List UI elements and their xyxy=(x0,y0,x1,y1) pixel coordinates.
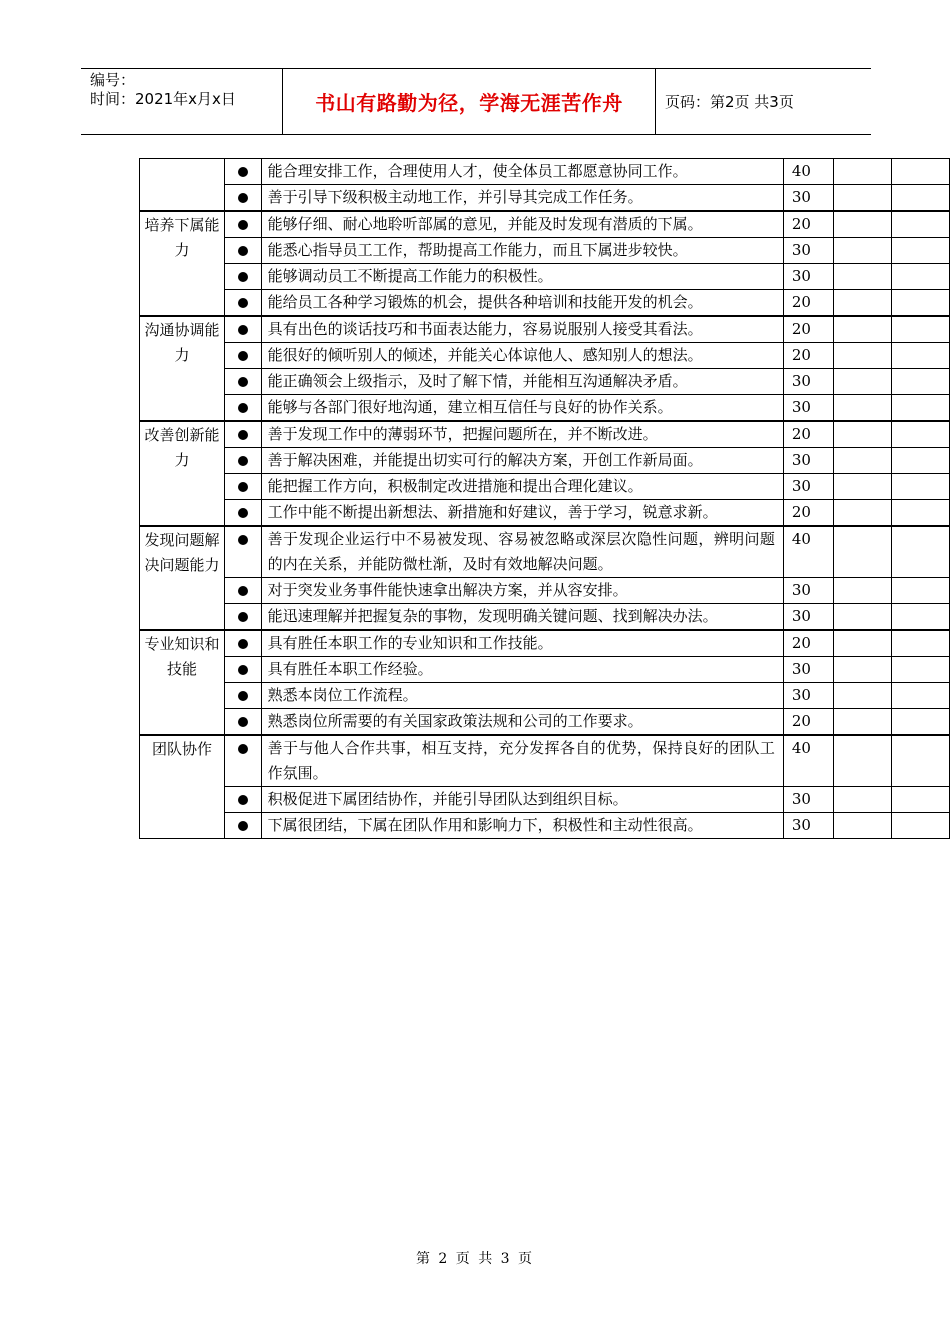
blank-cell xyxy=(891,316,949,343)
bullet-icon xyxy=(238,403,248,413)
category-cell: 改善创新能力 xyxy=(140,421,225,526)
bullet-icon xyxy=(238,717,248,727)
bullet-cell xyxy=(225,604,262,631)
bullet-cell xyxy=(225,343,262,369)
score-cell: 20 xyxy=(783,709,833,736)
criterion-text: 善于引导下级积极主动地工作，并引导其完成工作任务。 xyxy=(261,185,783,212)
criterion-text: 熟悉本岗位工作流程。 xyxy=(261,683,783,709)
blank-cell xyxy=(833,421,891,448)
score-cell: 20 xyxy=(783,630,833,657)
blank-cell xyxy=(891,526,949,578)
page-header xyxy=(81,68,871,135)
bullet-cell xyxy=(225,735,262,787)
blank-cell xyxy=(833,578,891,604)
bullet-cell xyxy=(225,211,262,238)
bullet-icon xyxy=(238,821,248,831)
table-row xyxy=(140,448,950,474)
criterion-text: 善于发现工作中的薄弱环节，把握问题所在，并不断改进。 xyxy=(261,421,783,448)
criterion-text: 能够调动员工不断提高工作能力的积极性。 xyxy=(261,264,783,290)
bullet-cell xyxy=(225,316,262,343)
blank-cell xyxy=(833,474,891,500)
blank-cell xyxy=(833,630,891,657)
blank-cell xyxy=(891,290,949,317)
bullet-icon xyxy=(238,298,248,308)
criterion-text: 能很好的倾听别人的倾述，并能关心体谅他人、感知别人的想法。 xyxy=(261,343,783,369)
bullet-icon xyxy=(238,193,248,203)
bullet-icon xyxy=(238,744,248,754)
bullet-icon xyxy=(238,167,248,177)
blank-cell xyxy=(833,290,891,317)
blank-cell xyxy=(891,211,949,238)
table-row xyxy=(140,343,950,369)
score-cell: 20 xyxy=(783,211,833,238)
score-cell: 30 xyxy=(783,238,833,264)
evaluation-table xyxy=(139,158,950,839)
blank-cell xyxy=(833,526,891,578)
criterion-text: 下属很团结，下属在团队作用和影响力下，积极性和主动性很高。 xyxy=(261,813,783,839)
blank-cell xyxy=(891,683,949,709)
table-row xyxy=(140,630,950,657)
blank-cell xyxy=(833,813,891,839)
blank-cell xyxy=(891,159,949,185)
bullet-cell xyxy=(225,421,262,448)
blank-cell xyxy=(833,343,891,369)
category-cell xyxy=(140,159,225,212)
bullet-cell xyxy=(225,185,262,212)
bullet-cell xyxy=(225,395,262,422)
table-row xyxy=(140,238,950,264)
bullet-cell xyxy=(225,369,262,395)
bullet-cell xyxy=(225,474,262,500)
score-cell: 30 xyxy=(783,604,833,631)
bullet-cell xyxy=(225,630,262,657)
score-cell: 20 xyxy=(783,343,833,369)
blank-cell xyxy=(891,395,949,422)
table-row xyxy=(140,813,950,839)
criterion-text: 能悉心指导员工工作，帮助提高工作能力，而且下属进步较快。 xyxy=(261,238,783,264)
blank-cell xyxy=(891,604,949,631)
bullet-cell xyxy=(225,787,262,813)
header-motto: 书山有路勤为径，学海无涯苦作舟 xyxy=(283,69,656,134)
score-cell: 30 xyxy=(783,448,833,474)
criterion-text: 熟悉岗位所需要的有关国家政策法规和公司的工作要求。 xyxy=(261,709,783,736)
score-cell: 20 xyxy=(783,421,833,448)
category-cell: 团队协作 xyxy=(140,735,225,839)
bullet-icon xyxy=(238,430,248,440)
bullet-icon xyxy=(238,691,248,701)
table-row xyxy=(140,211,950,238)
bullet-cell xyxy=(225,448,262,474)
bullet-cell xyxy=(225,500,262,527)
document-time-label: 时间：2021年x月x日 xyxy=(90,90,236,108)
category-cell: 发现问题解决问题能力 xyxy=(140,526,225,630)
bullet-icon xyxy=(238,246,248,256)
blank-cell xyxy=(891,787,949,813)
category-cell: 培养下属能力 xyxy=(140,211,225,316)
blank-cell xyxy=(833,395,891,422)
table-row xyxy=(140,185,950,212)
bullet-icon xyxy=(238,351,248,361)
score-cell: 30 xyxy=(783,395,833,422)
header-page-label: 页码：第2页 共3页 xyxy=(665,93,794,111)
score-cell: 30 xyxy=(783,264,833,290)
blank-cell xyxy=(833,735,891,787)
bullet-cell xyxy=(225,578,262,604)
table-row xyxy=(140,264,950,290)
table-row xyxy=(140,709,950,736)
bullet-icon xyxy=(238,456,248,466)
category-cell: 沟通协调能力 xyxy=(140,316,225,421)
score-cell: 30 xyxy=(783,185,833,212)
blank-cell xyxy=(891,238,949,264)
bullet-icon xyxy=(238,325,248,335)
table-row xyxy=(140,604,950,631)
criterion-text: 能够仔细、耐心地聆听部属的意见，并能及时发现有潜质的下属。 xyxy=(261,211,783,238)
table-row xyxy=(140,474,950,500)
bullet-cell xyxy=(225,657,262,683)
criterion-text: 积极促进下属团结协作，并能引导团队达到组织目标。 xyxy=(261,787,783,813)
blank-cell xyxy=(891,578,949,604)
blank-cell xyxy=(891,369,949,395)
score-cell: 20 xyxy=(783,290,833,317)
bullet-cell xyxy=(225,238,262,264)
bullet-icon xyxy=(238,508,248,518)
criterion-text: 能给员工各种学习锻炼的机会，提供各种培训和技能开发的机会。 xyxy=(261,290,783,317)
blank-cell xyxy=(833,211,891,238)
score-cell: 40 xyxy=(783,526,833,578)
table-row xyxy=(140,526,950,578)
blank-cell xyxy=(891,813,949,839)
score-cell: 40 xyxy=(783,159,833,185)
score-cell: 30 xyxy=(783,813,833,839)
criterion-text: 对于突发业务事件能快速拿出解决方案，并从容安排。 xyxy=(261,578,783,604)
bullet-icon xyxy=(238,535,248,545)
criterion-text: 能把握工作方向，积极制定改进措施和提出合理化建议。 xyxy=(261,474,783,500)
blank-cell xyxy=(891,709,949,736)
bullet-cell xyxy=(225,159,262,185)
blank-cell xyxy=(833,369,891,395)
blank-cell xyxy=(891,421,949,448)
blank-cell xyxy=(891,185,949,212)
blank-cell xyxy=(833,787,891,813)
page-footer: 第 2 页 共 3 页 xyxy=(415,1251,535,1267)
blank-cell xyxy=(891,448,949,474)
blank-cell xyxy=(833,683,891,709)
bullet-cell xyxy=(225,290,262,317)
header-info xyxy=(81,69,283,134)
bullet-icon xyxy=(238,482,248,492)
table-row xyxy=(140,421,950,448)
criterion-text: 能合理安排工作，合理使用人才，使全体员工都愿意协同工作。 xyxy=(261,159,783,185)
table-row xyxy=(140,290,950,317)
blank-cell xyxy=(891,630,949,657)
bullet-cell xyxy=(225,709,262,736)
score-cell: 30 xyxy=(783,578,833,604)
score-cell: 30 xyxy=(783,474,833,500)
score-cell: 20 xyxy=(783,500,833,527)
document-number-label: 编号： xyxy=(90,71,136,89)
table-row xyxy=(140,369,950,395)
blank-cell xyxy=(833,238,891,264)
blank-cell xyxy=(833,316,891,343)
bullet-cell xyxy=(225,683,262,709)
criterion-text: 善于与他人合作共事，相互支持，充分发挥各自的优势，保持良好的团队工作氛围。 xyxy=(261,735,783,787)
table-row xyxy=(140,159,950,185)
blank-cell xyxy=(891,735,949,787)
table-row xyxy=(140,735,950,787)
table-row xyxy=(140,395,950,422)
bullet-icon xyxy=(238,612,248,622)
criterion-text: 具有胜任本职工作经验。 xyxy=(261,657,783,683)
blank-cell xyxy=(891,500,949,527)
blank-cell xyxy=(833,448,891,474)
bullet-icon xyxy=(238,272,248,282)
table-row xyxy=(140,657,950,683)
blank-cell xyxy=(833,159,891,185)
table-row xyxy=(140,500,950,527)
evaluation-table-body xyxy=(140,159,950,839)
criterion-text: 工作中能不断提出新想法、新措施和好建议，善于学习，锐意求新。 xyxy=(261,500,783,527)
category-cell: 专业知识和技能 xyxy=(140,630,225,735)
criterion-text: 善于发现企业运行中不易被发现、容易被忽略或深层次隐性问题，辨明问题的内在关系，并能防微杜渐，及时有效地解决问题。 xyxy=(261,526,783,578)
blank-cell xyxy=(891,343,949,369)
blank-cell xyxy=(833,657,891,683)
score-cell: 30 xyxy=(783,657,833,683)
bullet-icon xyxy=(238,586,248,596)
criterion-text: 能正确领会上级指示，及时了解下情，并能相互沟通解决矛盾。 xyxy=(261,369,783,395)
table-row xyxy=(140,787,950,813)
score-cell: 30 xyxy=(783,787,833,813)
blank-cell xyxy=(833,709,891,736)
bullet-icon xyxy=(238,220,248,230)
bullet-cell xyxy=(225,264,262,290)
bullet-icon xyxy=(238,639,248,649)
table-row xyxy=(140,316,950,343)
blank-cell xyxy=(891,657,949,683)
criterion-text: 能够与各部门很好地沟通，建立相互信任与良好的协作关系。 xyxy=(261,395,783,422)
table-row xyxy=(140,683,950,709)
blank-cell xyxy=(833,604,891,631)
bullet-icon xyxy=(238,377,248,387)
score-cell: 20 xyxy=(783,316,833,343)
blank-cell xyxy=(891,264,949,290)
bullet-icon xyxy=(238,795,248,805)
blank-cell xyxy=(833,264,891,290)
criterion-text: 具有胜任本职工作的专业知识和工作技能。 xyxy=(261,630,783,657)
score-cell: 30 xyxy=(783,683,833,709)
blank-cell xyxy=(891,474,949,500)
bullet-icon xyxy=(238,665,248,675)
bullet-cell xyxy=(225,813,262,839)
criterion-text: 能迅速理解并把握复杂的事物，发现明确关键问题、找到解决办法。 xyxy=(261,604,783,631)
blank-cell xyxy=(833,185,891,212)
criterion-text: 善于解决困难，并能提出切实可行的解决方案，开创工作新局面。 xyxy=(261,448,783,474)
score-cell: 30 xyxy=(783,369,833,395)
blank-cell xyxy=(833,500,891,527)
criterion-text: 具有出色的谈话技巧和书面表达能力，容易说服别人接受其看法。 xyxy=(261,316,783,343)
bullet-cell xyxy=(225,526,262,578)
table-row xyxy=(140,578,950,604)
score-cell: 40 xyxy=(783,735,833,787)
